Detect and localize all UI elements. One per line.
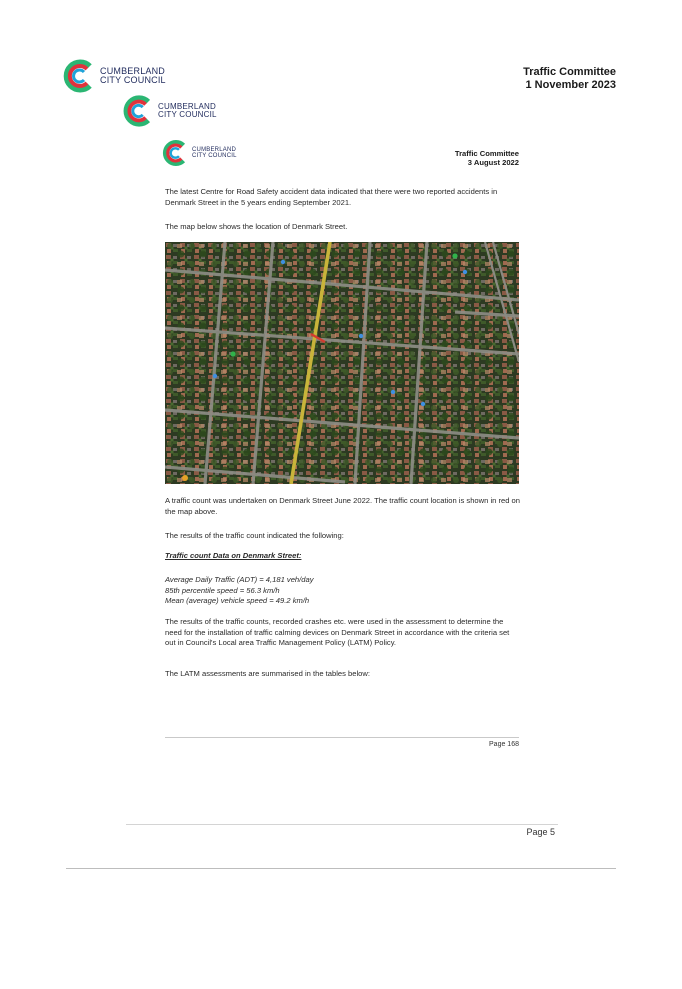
council-logo-mid xyxy=(120,94,217,128)
outer-header-meta xyxy=(523,66,616,91)
traffic-data-adt: Average Daily Traffic (ADT) = 4,181 veh/day xyxy=(165,575,314,584)
meeting-date: 1 November 2023 xyxy=(525,78,616,91)
committee-title: Traffic Committee xyxy=(454,149,519,158)
paragraph-latm-summary: The LATM assessments are summarised in the tables below: xyxy=(165,669,370,678)
paragraph-map-intro: The map below shows the location of Denmark Street. xyxy=(165,222,348,231)
council-name-line2: CITY COUNCIL xyxy=(100,75,166,85)
council-name-line2: CITY COUNCIL xyxy=(192,153,237,159)
paragraph-assessment: The results of the traffic counts, recorded crashes etc. were used in the assessment to determine the need for the installation of traffic calming devices on Denmark Street in accordance with the criteria set out in Council's Local area Traffic Management Policy (LATM) Policy. xyxy=(165,617,510,648)
traffic-data-85th: 85th percentile speed = 56.3 km/h xyxy=(165,585,280,595)
outer-footer-rule xyxy=(126,824,558,825)
aerial-map xyxy=(165,242,519,484)
outer-page-number: Page 5 xyxy=(526,827,555,837)
council-logo-icon xyxy=(120,94,156,128)
paragraph-traffic-count: A traffic count was undertaken on Denmark Street June 2022. The traffic count location is shown in red on the map above. xyxy=(165,496,521,516)
aerial-map-image xyxy=(165,242,519,484)
committee-title: Traffic Committee xyxy=(523,66,616,78)
council-name-line2: CITY COUNCIL xyxy=(158,110,217,119)
council-name-line1: CUMBERLAND xyxy=(158,101,217,111)
traffic-data-heading: Traffic count Data on Denmark Street: xyxy=(165,551,302,560)
traffic-data-list xyxy=(165,575,521,607)
inner-header-meta xyxy=(455,150,519,167)
council-name-line1: CUMBERLAND xyxy=(192,146,237,153)
council-logo-inner xyxy=(160,138,237,168)
meeting-date: 3 August 2022 xyxy=(467,157,519,167)
traffic-data-mean: Mean (average) vehicle speed = 49.2 km/h xyxy=(165,596,310,606)
outermost-footer-rule xyxy=(66,868,616,869)
council-logo-icon xyxy=(60,58,98,94)
council-name-line1: CUMBERLAND xyxy=(100,65,166,76)
council-logo-icon xyxy=(160,138,190,168)
paragraph-accident-data: The latest Centre for Road Safety accident data indicated that there were two reported accidents in Denmark Street in the 5 years ending September 2021. xyxy=(165,187,498,207)
inner-page-number: Page 168 xyxy=(489,741,519,748)
paragraph-results-intro: The results of the traffic count indicated the following: xyxy=(165,531,344,540)
inner-footer-rule xyxy=(165,737,519,738)
council-logo-outer xyxy=(60,58,166,94)
